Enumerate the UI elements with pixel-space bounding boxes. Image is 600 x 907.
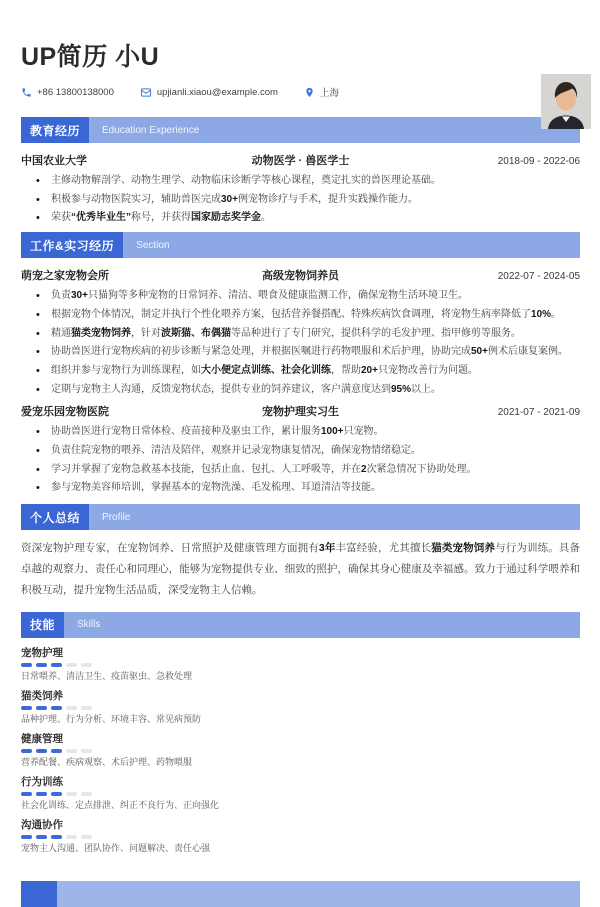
section-subtitle-work: Section bbox=[136, 239, 170, 251]
education-entry bbox=[21, 152, 580, 168]
skill-item bbox=[21, 733, 580, 768]
skill-name: 沟通协作 bbox=[21, 818, 63, 831]
phone-icon bbox=[21, 87, 32, 98]
section-title-work: 工作&实习经历 bbox=[21, 232, 123, 258]
skill-level-dashes bbox=[21, 663, 580, 667]
skill-item bbox=[21, 776, 580, 811]
profile-text: 资深宠物护理专家，在宠物饲养、日常照护及健康管理方面拥有3年丰富经验，尤其擅长猫类宠物饲养与行为训练。具备卓越的观察力、责任心和同理心，能够为宠物提供专业、细致的照护，确保其身心健康及幸福感。致力于通过科学喂养和积极互动，提升宠物生活品质，深受宠物主人信赖。 bbox=[21, 542, 581, 597]
resume-page bbox=[0, 42, 600, 889]
skill-level-dashes bbox=[21, 749, 580, 753]
bullet-item: • 定期与宠物主人沟通，反馈宠物状态，提供专业的饲养建议，客户满意度达到95%以上。 bbox=[21, 381, 580, 400]
contact-row bbox=[21, 85, 580, 99]
section-title-skills: 技能 bbox=[21, 612, 64, 638]
skill-item bbox=[21, 647, 580, 682]
section-bar-education bbox=[21, 117, 580, 143]
job-dates: 2021-07 - 2021-09 bbox=[497, 407, 581, 419]
skill-name: 行为训练 bbox=[21, 775, 63, 788]
work-entry-2-bullets bbox=[21, 423, 580, 498]
skill-level-dashes bbox=[21, 835, 580, 839]
bullet-item: • 协助兽医进行宠物日常体检、疫苗接种及驱虫工作，累计服务100+只宠物。 bbox=[21, 423, 580, 442]
company-name: 爱宠乐园宠物医院 bbox=[21, 406, 109, 419]
skill-item bbox=[21, 690, 580, 725]
bullet-item: • 主修动物解剖学、动物生理学、动物临床诊断学等核心课程，奠定扎实的兽医理论基础。 bbox=[21, 172, 580, 191]
skill-level-dashes bbox=[21, 792, 580, 796]
skill-detail: 品种护理、行为分析、环境丰容、常见病预防 bbox=[21, 713, 202, 724]
section-title-education: 教育经历 bbox=[21, 117, 89, 143]
contact-phone bbox=[21, 87, 114, 98]
skill-level-dashes bbox=[21, 706, 580, 710]
job-title: 高级宠物饲养员 bbox=[262, 270, 339, 283]
job-dates: 2022-07 - 2024-05 bbox=[497, 271, 581, 283]
job-title: 宠物护理实习生 bbox=[262, 406, 339, 419]
section-subtitle-education: Education Experience bbox=[102, 124, 200, 136]
skill-detail: 营养配餐、疾病观察、术后护理、药物喂服 bbox=[21, 756, 193, 767]
mail-icon bbox=[140, 87, 152, 98]
skills-list bbox=[21, 647, 580, 854]
school-name: 中国农业大学 bbox=[21, 155, 87, 167]
bullet-item: • 荣获“优秀毕业生”称号，并获得国家励志奖学金。 bbox=[21, 209, 580, 228]
contact-location bbox=[304, 85, 339, 99]
location-text: 上海 bbox=[319, 88, 339, 99]
section-title-profile: 个人总结 bbox=[21, 504, 89, 530]
section-bar-work bbox=[21, 232, 580, 258]
education-bullets bbox=[21, 172, 580, 228]
contact-email bbox=[140, 87, 278, 98]
section-bar-partial bbox=[21, 881, 580, 907]
profile-photo bbox=[541, 74, 591, 129]
bullet-item: • 负责住院宠物的喂养、清洁及陪伴，观察并记录宠物康复情况，确保宠物情绪稳定。 bbox=[21, 442, 580, 461]
email-address: upjianli.xiaou@example.com bbox=[156, 86, 278, 98]
work-entry-2 bbox=[21, 403, 580, 419]
section-subtitle-profile: Profile bbox=[102, 511, 131, 523]
bullet-item: • 积极参与动物医院实习，辅助兽医完成30+例宠物诊疗与手术，提升实践操作能力。 bbox=[21, 191, 580, 210]
bullet-item: • 组织并参与宠物行为训练课程，如大小便定点训练、社会化训练，帮助20+只宠物改善行为问题。 bbox=[21, 362, 580, 381]
degree-title: 动物医学 · 兽医学士 bbox=[251, 155, 350, 167]
skill-name: 猫类饲养 bbox=[21, 689, 63, 702]
bullet-item: • 参与宠物美容师培训，掌握基本的宠物洗澡、毛发梳理、耳道清洁等技能。 bbox=[21, 479, 580, 498]
skill-name: 宠物护理 bbox=[21, 646, 63, 659]
section-bar-partial-tag bbox=[21, 881, 57, 907]
skill-detail: 宠物主人沟通、团队协作、问题解决、责任心强 bbox=[21, 842, 211, 853]
company-name: 萌宠之家宠物会所 bbox=[21, 270, 109, 283]
work-entry-1-bullets bbox=[21, 287, 580, 399]
section-subtitle-skills: Skills bbox=[77, 619, 101, 631]
section-bar-skills bbox=[21, 612, 580, 638]
bullet-item: • 协助兽医进行宠物疾病的初步诊断与紧急处理，并根据医嘱进行药物喂服和术后护理，协助完成50+例术后康复案例。 bbox=[21, 343, 580, 362]
bullet-item: • 精通猫类宠物饲养，针对波斯猫、布偶猫等品种进行了专门研究，提供科学的毛发护理、指甲修剪等服务。 bbox=[21, 325, 580, 344]
section-bar-profile bbox=[21, 504, 580, 530]
phone-number: +86 13800138000 bbox=[37, 86, 114, 98]
location-pin-icon bbox=[304, 87, 315, 98]
bullet-item: • 根据宠物个体情况，制定并执行个性化喂养方案，包括营养餐搭配、特殊疾病饮食调理，将宠物生病率降低了10%。 bbox=[21, 306, 580, 325]
education-dates: 2018-09 - 2022-06 bbox=[497, 156, 581, 167]
skill-item bbox=[21, 819, 580, 854]
skill-detail: 日常喂养、清洁卫生、疫苗驱虫、急救处理 bbox=[21, 670, 193, 681]
bullet-item: • 负责30+只猫狗等多种宠物的日常饲养、清洁、喂食及健康监测工作，确保宠物生活环境卫生。 bbox=[21, 287, 580, 306]
bullet-item: • 学习并掌握了宠物急救基本技能，包括止血、包扎、人工呼吸等，并在2次紧急情况下协助处理。 bbox=[21, 461, 580, 480]
page-title: UP简历 小U bbox=[21, 43, 160, 71]
skill-detail: 社会化训练、定点排泄、纠正不良行为、正向强化 bbox=[21, 799, 220, 810]
work-entry-1 bbox=[21, 267, 580, 283]
skill-name: 健康管理 bbox=[21, 732, 63, 745]
